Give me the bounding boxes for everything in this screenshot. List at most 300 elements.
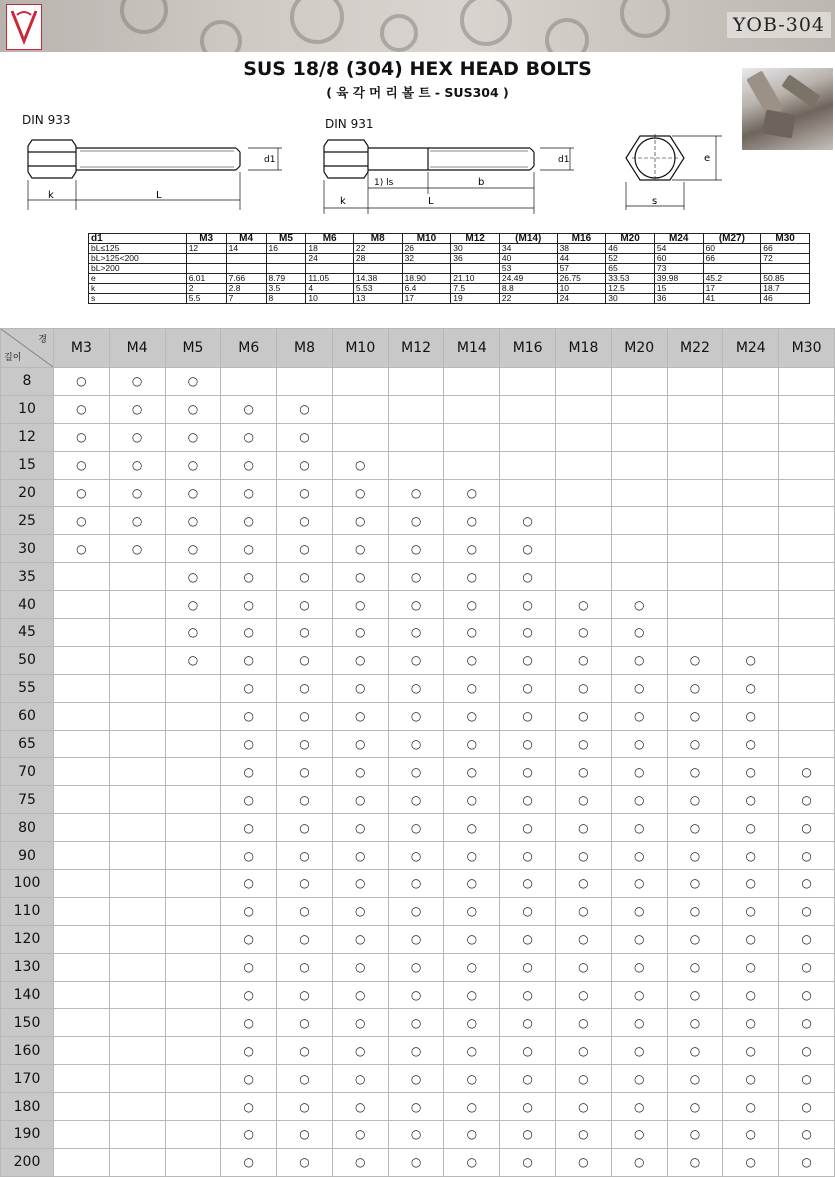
- available-mark: ○: [444, 619, 500, 647]
- spec-cell: 26: [402, 244, 451, 254]
- available-mark: ○: [165, 619, 221, 647]
- available-mark: ○: [611, 730, 667, 758]
- product-code: YOB-304: [727, 12, 831, 38]
- available-mark: ○: [444, 953, 500, 981]
- available-mark: ○: [723, 702, 779, 730]
- spec-cell: 45.2: [703, 274, 761, 284]
- washer-graphic: [620, 0, 670, 38]
- available-mark: ○: [109, 479, 165, 507]
- available-mark: ○: [611, 1009, 667, 1037]
- spec-header-row: [89, 234, 810, 244]
- corner-diameter-label: 경: [38, 335, 47, 345]
- empty-cell: [779, 646, 835, 674]
- available-mark: ○: [221, 395, 277, 423]
- empty-cell: [165, 1065, 221, 1093]
- available-mark: ○: [723, 646, 779, 674]
- spec-cell: 32: [402, 254, 451, 264]
- empty-cell: [54, 646, 110, 674]
- empty-cell: [165, 925, 221, 953]
- spec-cell: 18.7: [761, 284, 810, 294]
- available-mark: ○: [277, 1009, 333, 1037]
- dim-e: e: [704, 153, 711, 164]
- available-mark: ○: [165, 507, 221, 535]
- dim-ls: 1) ls: [374, 178, 394, 188]
- spec-cell: 12.5: [606, 284, 655, 294]
- dim-L: L: [428, 196, 434, 207]
- available-mark: ○: [221, 674, 277, 702]
- available-mark: ○: [611, 646, 667, 674]
- empty-cell: [332, 368, 388, 396]
- available-mark: ○: [332, 591, 388, 619]
- spec-cell: 46: [761, 294, 810, 304]
- empty-cell: [109, 1009, 165, 1037]
- table-row: [1, 1037, 835, 1065]
- available-mark: ○: [221, 619, 277, 647]
- available-mark: ○: [332, 702, 388, 730]
- empty-cell: [165, 1121, 221, 1149]
- empty-cell: [165, 1037, 221, 1065]
- empty-cell: [54, 563, 110, 591]
- empty-cell: [54, 1009, 110, 1037]
- table-row: [1, 1121, 835, 1149]
- size-header-m18: M18: [556, 329, 612, 368]
- available-mark: ○: [332, 786, 388, 814]
- available-mark: ○: [556, 730, 612, 758]
- available-mark: ○: [388, 842, 444, 870]
- available-mark: ○: [611, 702, 667, 730]
- available-mark: ○: [444, 507, 500, 535]
- available-mark: ○: [500, 1065, 556, 1093]
- spec-cell: bL>125<200: [89, 254, 187, 264]
- available-mark: ○: [444, 1009, 500, 1037]
- table-row: [1, 591, 835, 619]
- available-mark: ○: [388, 507, 444, 535]
- available-mark: ○: [277, 451, 333, 479]
- table-row: [1, 451, 835, 479]
- empty-cell: [165, 842, 221, 870]
- available-mark: ○: [556, 1065, 612, 1093]
- available-mark: ○: [556, 786, 612, 814]
- empty-cell: [556, 451, 612, 479]
- available-mark: ○: [388, 897, 444, 925]
- available-mark: ○: [611, 786, 667, 814]
- available-mark: ○: [723, 1009, 779, 1037]
- size-header-m22: M22: [667, 329, 723, 368]
- empty-cell: [54, 842, 110, 870]
- empty-cell: [779, 619, 835, 647]
- available-mark: ○: [500, 674, 556, 702]
- available-mark: ○: [500, 758, 556, 786]
- spec-header-cell: (M14): [499, 234, 557, 244]
- available-mark: ○: [165, 563, 221, 591]
- available-mark: ○: [332, 563, 388, 591]
- length-cell: 170: [1, 1065, 54, 1093]
- empty-cell: [723, 451, 779, 479]
- spec-header-cell: d1: [89, 234, 187, 244]
- available-mark: ○: [54, 535, 110, 563]
- available-mark: ○: [723, 897, 779, 925]
- available-mark: ○: [277, 925, 333, 953]
- available-mark: ○: [611, 1037, 667, 1065]
- available-mark: ○: [779, 842, 835, 870]
- available-mark: ○: [779, 1148, 835, 1176]
- spec-cell: 16: [266, 244, 306, 254]
- empty-cell: [54, 897, 110, 925]
- spec-cell: [226, 264, 266, 274]
- available-mark: ○: [332, 758, 388, 786]
- empty-cell: [54, 758, 110, 786]
- length-cell: 50: [1, 646, 54, 674]
- spec-cell: 24: [306, 254, 353, 264]
- empty-cell: [54, 981, 110, 1009]
- empty-cell: [109, 842, 165, 870]
- spec-header-cell: M6: [306, 234, 353, 244]
- spec-cell: 12: [186, 244, 226, 254]
- available-mark: ○: [667, 842, 723, 870]
- table-row: [1, 702, 835, 730]
- available-mark: ○: [444, 870, 500, 898]
- available-mark: ○: [277, 730, 333, 758]
- spec-cell: 10: [306, 294, 353, 304]
- available-mark: ○: [221, 1037, 277, 1065]
- available-mark: ○: [723, 814, 779, 842]
- available-mark: ○: [221, 1065, 277, 1093]
- available-mark: ○: [611, 1121, 667, 1149]
- spec-cell: 7.66: [226, 274, 266, 284]
- spec-header-cell: M4: [226, 234, 266, 244]
- spec-cell: 28: [353, 254, 402, 264]
- available-mark: ○: [444, 1093, 500, 1121]
- empty-cell: [611, 507, 667, 535]
- available-mark: ○: [667, 1148, 723, 1176]
- empty-cell: [556, 423, 612, 451]
- spec-cell: bL≤125: [89, 244, 187, 254]
- available-mark: ○: [277, 870, 333, 898]
- available-mark: ○: [277, 1065, 333, 1093]
- empty-cell: [723, 535, 779, 563]
- available-mark: ○: [277, 758, 333, 786]
- available-mark: ○: [556, 870, 612, 898]
- available-mark: ○: [277, 591, 333, 619]
- available-mark: ○: [500, 786, 556, 814]
- empty-cell: [165, 702, 221, 730]
- length-cell: 45: [1, 619, 54, 647]
- spec-cell: 40: [499, 254, 557, 264]
- spec-cell: 8.79: [266, 274, 306, 284]
- spec-cell: 44: [557, 254, 606, 264]
- available-mark: ○: [500, 1009, 556, 1037]
- length-cell: 80: [1, 814, 54, 842]
- empty-cell: [165, 1009, 221, 1037]
- size-header-m20: M20: [611, 329, 667, 368]
- available-mark: ○: [444, 479, 500, 507]
- empty-cell: [388, 368, 444, 396]
- empty-cell: [444, 368, 500, 396]
- available-mark: ○: [277, 535, 333, 563]
- spec-header-cell: M10: [402, 234, 451, 244]
- spec-cell: 2.8: [226, 284, 266, 294]
- available-mark: ○: [388, 535, 444, 563]
- available-mark: ○: [556, 981, 612, 1009]
- spec-cell: 39.98: [654, 274, 703, 284]
- empty-cell: [556, 479, 612, 507]
- available-mark: ○: [221, 786, 277, 814]
- empty-cell: [779, 563, 835, 591]
- available-mark: ○: [444, 702, 500, 730]
- length-cell: 30: [1, 535, 54, 563]
- empty-cell: [109, 981, 165, 1009]
- dim-d1: d1: [558, 155, 570, 165]
- size-header-m8: M8: [277, 329, 333, 368]
- table-row: [1, 563, 835, 591]
- length-cell: 75: [1, 786, 54, 814]
- spec-cell: 57: [557, 264, 606, 274]
- length-cell: 8: [1, 368, 54, 396]
- table-row: [1, 535, 835, 563]
- available-mark: ○: [723, 1121, 779, 1149]
- empty-cell: [332, 423, 388, 451]
- empty-cell: [109, 702, 165, 730]
- available-mark: ○: [165, 591, 221, 619]
- spec-cell: 6.01: [186, 274, 226, 284]
- available-mark: ○: [277, 619, 333, 647]
- spec-row: [89, 244, 810, 254]
- empty-cell: [667, 423, 723, 451]
- length-cell: 100: [1, 870, 54, 898]
- available-mark: ○: [221, 981, 277, 1009]
- length-cell: 150: [1, 1009, 54, 1037]
- available-mark: ○: [332, 842, 388, 870]
- available-mark: ○: [779, 1037, 835, 1065]
- empty-cell: [165, 897, 221, 925]
- washer-graphic: [120, 0, 168, 34]
- available-mark: ○: [109, 507, 165, 535]
- length-cell: 110: [1, 897, 54, 925]
- spec-cell: 5.53: [353, 284, 402, 294]
- empty-cell: [667, 368, 723, 396]
- spec-cell: 13: [353, 294, 402, 304]
- empty-cell: [54, 870, 110, 898]
- table-row: [1, 814, 835, 842]
- empty-cell: [109, 1037, 165, 1065]
- empty-cell: [54, 1121, 110, 1149]
- available-mark: ○: [556, 953, 612, 981]
- available-mark: ○: [667, 870, 723, 898]
- available-mark: ○: [332, 479, 388, 507]
- empty-cell: [667, 451, 723, 479]
- available-mark: ○: [109, 535, 165, 563]
- available-mark: ○: [388, 1093, 444, 1121]
- available-mark: ○: [611, 1148, 667, 1176]
- spec-cell: 8.8: [499, 284, 557, 294]
- empty-cell: [109, 758, 165, 786]
- empty-cell: [779, 423, 835, 451]
- size-header-m30: M30: [779, 329, 835, 368]
- spec-header-cell: M24: [654, 234, 703, 244]
- spec-cell: 46: [606, 244, 655, 254]
- available-mark: ○: [332, 619, 388, 647]
- available-mark: ○: [500, 702, 556, 730]
- spec-cell: 36: [654, 294, 703, 304]
- available-mark: ○: [667, 730, 723, 758]
- available-mark: ○: [221, 1093, 277, 1121]
- spec-header-cell: M20: [606, 234, 655, 244]
- size-header-m3: M3: [54, 329, 110, 368]
- available-mark: ○: [165, 535, 221, 563]
- empty-cell: [667, 563, 723, 591]
- empty-cell: [556, 368, 612, 396]
- length-cell: 15: [1, 451, 54, 479]
- available-mark: ○: [444, 758, 500, 786]
- length-cell: 90: [1, 842, 54, 870]
- available-mark: ○: [444, 730, 500, 758]
- empty-cell: [109, 870, 165, 898]
- length-cell: 60: [1, 702, 54, 730]
- empty-cell: [611, 451, 667, 479]
- spec-header-cell: M30: [761, 234, 810, 244]
- available-mark: ○: [332, 925, 388, 953]
- spec-cell: 8: [266, 294, 306, 304]
- spec-cell: 26.75: [557, 274, 606, 284]
- spec-cell: 54: [654, 244, 703, 254]
- empty-cell: [611, 395, 667, 423]
- available-mark: ○: [221, 535, 277, 563]
- spec-cell: 73: [654, 264, 703, 274]
- available-mark: ○: [779, 870, 835, 898]
- available-mark: ○: [667, 786, 723, 814]
- empty-cell: [109, 897, 165, 925]
- available-mark: ○: [556, 1148, 612, 1176]
- empty-cell: [779, 674, 835, 702]
- empty-cell: [779, 591, 835, 619]
- available-mark: ○: [556, 1037, 612, 1065]
- available-mark: ○: [723, 842, 779, 870]
- corner-length-label: 길이: [4, 353, 22, 363]
- spec-row: [89, 254, 810, 264]
- spec-header-cell: M8: [353, 234, 402, 244]
- empty-cell: [109, 1093, 165, 1121]
- available-mark: ○: [277, 563, 333, 591]
- available-mark: ○: [332, 646, 388, 674]
- available-mark: ○: [54, 423, 110, 451]
- table-row: [1, 395, 835, 423]
- empty-cell: [779, 479, 835, 507]
- empty-cell: [667, 507, 723, 535]
- empty-cell: [165, 870, 221, 898]
- length-cell: 120: [1, 925, 54, 953]
- empty-cell: [611, 368, 667, 396]
- spec-cell: 22: [499, 294, 557, 304]
- empty-cell: [54, 814, 110, 842]
- length-cell: 20: [1, 479, 54, 507]
- empty-cell: [723, 563, 779, 591]
- spec-cell: 30: [451, 244, 500, 254]
- empty-cell: [611, 479, 667, 507]
- spec-cell: 60: [654, 254, 703, 264]
- available-mark: ○: [444, 1065, 500, 1093]
- available-mark: ○: [277, 981, 333, 1009]
- table-row: [1, 479, 835, 507]
- washer-graphic: [460, 0, 512, 46]
- available-mark: ○: [667, 674, 723, 702]
- available-mark: ○: [332, 730, 388, 758]
- empty-cell: [500, 395, 556, 423]
- available-mark: ○: [500, 897, 556, 925]
- available-mark: ○: [388, 563, 444, 591]
- table-row: [1, 1009, 835, 1037]
- empty-cell: [611, 563, 667, 591]
- table-row: [1, 786, 835, 814]
- spec-cell: 7: [226, 294, 266, 304]
- table-row: [1, 870, 835, 898]
- available-mark: ○: [221, 842, 277, 870]
- empty-cell: [723, 423, 779, 451]
- available-mark: ○: [332, 1009, 388, 1037]
- available-mark: ○: [388, 953, 444, 981]
- available-mark: ○: [277, 1148, 333, 1176]
- empty-cell: [667, 591, 723, 619]
- size-header-m10: M10: [332, 329, 388, 368]
- available-mark: ○: [556, 646, 612, 674]
- size-header-m24: M24: [723, 329, 779, 368]
- available-mark: ○: [667, 981, 723, 1009]
- available-mark: ○: [221, 507, 277, 535]
- header-banner: [0, 0, 835, 52]
- available-mark: ○: [332, 814, 388, 842]
- available-mark: ○: [221, 1121, 277, 1149]
- empty-cell: [556, 395, 612, 423]
- available-mark: ○: [500, 870, 556, 898]
- empty-cell: [500, 479, 556, 507]
- dim-k: k: [48, 190, 54, 201]
- page-subtitle: ( 육 각 머 리 볼 트 - SUS304 ): [326, 85, 509, 100]
- available-mark: ○: [444, 591, 500, 619]
- spec-header-cell: (M27): [703, 234, 761, 244]
- available-mark: ○: [500, 535, 556, 563]
- empty-cell: [54, 730, 110, 758]
- empty-cell: [667, 395, 723, 423]
- available-mark: ○: [221, 758, 277, 786]
- available-mark: ○: [779, 925, 835, 953]
- available-mark: ○: [388, 1009, 444, 1037]
- empty-cell: [667, 535, 723, 563]
- available-mark: ○: [221, 479, 277, 507]
- table-row: [1, 646, 835, 674]
- size-header-m6: M6: [221, 329, 277, 368]
- available-mark: ○: [277, 1121, 333, 1149]
- available-mark: ○: [611, 953, 667, 981]
- available-mark: ○: [277, 702, 333, 730]
- length-cell: 160: [1, 1037, 54, 1065]
- available-mark: ○: [332, 507, 388, 535]
- available-mark: ○: [165, 395, 221, 423]
- empty-cell: [500, 423, 556, 451]
- spec-cell: 17: [703, 284, 761, 294]
- available-mark: ○: [779, 814, 835, 842]
- empty-cell: [109, 591, 165, 619]
- available-mark: ○: [277, 1093, 333, 1121]
- empty-cell: [54, 1148, 110, 1176]
- washer-graphic: [380, 14, 418, 52]
- available-mark: ○: [444, 897, 500, 925]
- available-mark: ○: [556, 674, 612, 702]
- spec-cell: 6.4: [402, 284, 451, 294]
- available-mark: ○: [388, 730, 444, 758]
- available-mark: ○: [444, 981, 500, 1009]
- spec-cell: 18: [306, 244, 353, 254]
- dimension-spec-table: [88, 233, 810, 304]
- length-cell: 10: [1, 395, 54, 423]
